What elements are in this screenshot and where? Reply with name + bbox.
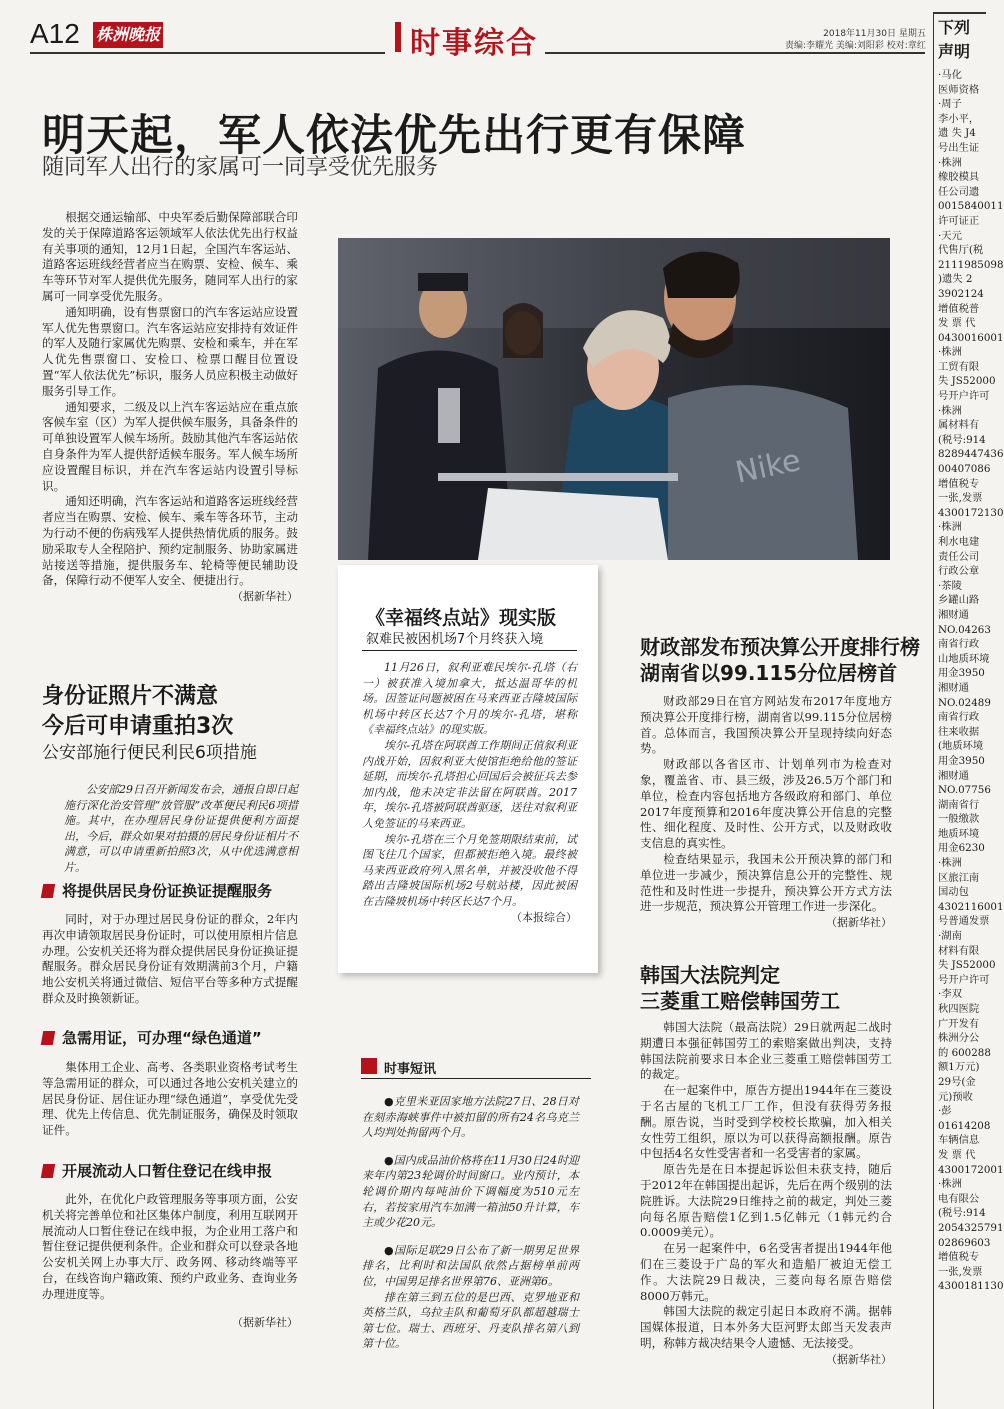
korea-story-body xyxy=(640,1020,892,1368)
page-number: A12 xyxy=(30,18,80,49)
notice-line: 广开发有 xyxy=(938,1017,980,1030)
notice-line: 代售厅(税 xyxy=(938,244,984,257)
paragraph: 埃尔-孔塔在三个月免签期限结束前，试图飞往几个国家，但都被拒绝入境。最终被马来西亚政府列入黑名单，并被没收他不得踏出吉隆坡国际机场2号航站楼，因此被困在吉隆坡机场中转区长达7个月。 xyxy=(362,832,577,908)
notice-line: 用金3950 xyxy=(938,754,985,767)
paragraph: 韩国大法院的裁定引起日本政府不满。据韩国媒体报道，日本外务大臣河野太郎当天发表声明，称韩方裁决结果令人遗憾、无法接受。 xyxy=(640,1304,892,1350)
korea-story-title xyxy=(640,962,840,1014)
notice-line: ·周子 xyxy=(938,98,962,111)
notice-line: ·株洲 xyxy=(938,404,962,417)
notice-line: 4300172001 xyxy=(938,1163,1004,1176)
paragraph: 通知要求，二级及以上汽车客运站应在重点旅客候车室（区）为军人提供候车服务，具备条件的可单独设置军人候车场所。鼓励其他汽车客运站依自身条件为军人提供舒适候车服务。军人候车场所应设置醒目标识，并在汽车客运站内设置引导标识。 xyxy=(42,399,298,493)
news-brief-tag: 时事短讯 xyxy=(384,1062,437,1077)
title-line: 今后可申请重拍3次 xyxy=(42,714,234,739)
notice-line: 材料有限 xyxy=(938,944,980,957)
notice-line: 号开户许可 xyxy=(938,390,990,403)
notice-line: ·马化 xyxy=(938,69,962,81)
notice-line: 8289447436 xyxy=(938,448,1004,461)
notice-line: 医师资格 xyxy=(938,83,980,96)
notice-line: ·茶陵 xyxy=(938,579,962,592)
paragraph: 在一起案件中，原告方提出1944年在三菱设于名古屋的飞机工厂工作，但没有获得劳务报酬。原告说，当时受到学校校长欺骗，加入相关女性劳工组织，原以为可以获得高额报酬。原告中包括4名女性受害者和一名受害者的家属。 xyxy=(640,1083,892,1161)
list-item: ●国内成品油价格将在11月30日24时迎来年内第23轮调价时间窗口。业内预计，本轮调价期内每吨油价下调幅度为510元左右，若按家用汽车加满一箱油50升计算，车主或少花20元。 xyxy=(362,1153,579,1230)
notice-line: 地质环境 xyxy=(938,827,980,840)
paragraph: 11月26日，叙利亚难民埃尔-孔塔（右一）被获准入境加拿大，抵达温哥华的机场。因签证问题被困在马来西亚吉隆坡国际机场中转区长达7个月的埃尔-孔塔，堪称《幸福终点站》的现实版。 xyxy=(362,661,577,737)
notice-line: )遗失 2 xyxy=(938,273,973,286)
notice-line: 的 600288 xyxy=(938,1046,991,1059)
credit: （据新华社） xyxy=(826,916,892,930)
masthead-logo: 株洲晚报 xyxy=(93,22,163,48)
notice-line: 属材料有 xyxy=(938,419,980,432)
notice-line: 号普通发票 xyxy=(938,915,990,928)
paragraph: 根据交通运输部、中央军委后勤保障部联合印发的关于保障道路客运领域军人依法优先出行权益有关事项的通知，12月1日起，全国汽车客运站、道路客运班线经营者应当在购票、安检、候车、乘车等环节对军人提供优先服务，随同军人出行的家属可一同享受优先服务。 xyxy=(42,210,298,303)
notice-line: 发 票 代 xyxy=(938,1148,976,1161)
paragraph: 财政部29日在官方网站发布2017年度地方预决算公开度排行榜，湖南省以99.115分位居榜首。总体而言，我国预决算公开呈现持续向好态势。 xyxy=(640,694,892,756)
notice-line: 失 JS52000 xyxy=(938,959,996,972)
section-title: 时事综合 xyxy=(410,26,538,61)
paragraph: 集体用工企业、高考、各类职业资格考试考生等急需用证的群众，可以通过各地公安机关建立的居民身份证、居住证办理“绿色通道”，享受优先受理、优先上传信息、优先制证服务，确保及时领取证件。 xyxy=(42,1060,298,1138)
notice-line: 湖南省行 xyxy=(938,798,980,811)
notice-line: 许可证正 xyxy=(938,214,980,227)
news-photo xyxy=(338,238,890,560)
credit: （据新华社） xyxy=(232,590,298,604)
id-section-heading-1: 将提供居民身份证换证提醒服务 xyxy=(42,880,272,901)
notice-line: 南省行政 xyxy=(938,711,980,724)
title-line: 身份证照片不满意 xyxy=(42,684,219,709)
paragraph: 通知明确，设有售票窗口的汽车客运站应设置军人优先售票窗口。汽车客运站应安排持有效证件的军人及随行家属优先购票、安检和乘车，并在军人优先售票窗口、安检口、检票口醒目位置设置“军人依法优先”标识，服务人员应积极主动做好服务引导工作。 xyxy=(42,304,298,398)
notice-line: ·株洲 xyxy=(938,857,962,870)
notice-line: 额1万元) xyxy=(938,1061,980,1074)
staff-text: 责编:李耀光 美编:刘阳彩 校对:章红 xyxy=(785,41,926,51)
paragraph: 在另一起案件中，6名受害者提出1944年他们在三菱设于广岛的军火和造船厂被迫无偿工作。大法院29日裁决，三菱向每名原告赔偿8000万韩元。 xyxy=(640,1241,892,1303)
notice-line: 4302116001 xyxy=(938,900,1004,913)
paragraph: 通知还明确，汽车客运站和道路客运班线经营者应当在购票、安检、候车、乘车等各环节，主动为行动不便的伤病残军人提供热情优质的服务。鼓励采取专人全程陪护、预约定制服务、协助家属进站接送等措施，提供服务车、轮椅等便民辅助设备，保障行动不便军人安全、便捷出行。 xyxy=(42,494,298,588)
paragraph: 公安部29日召开新闻发布会，通报自即日起施行深化治安管理“放管服”改革便民利民6项措施。其中，在办理居民身份证提供便利方面提出，今后，群众如果对拍摄的居民身份证相片不满意，可以申请重新拍照3次，从中优选满意相片。 xyxy=(64,783,298,874)
notice-line: ·株洲 xyxy=(938,521,962,534)
id-story-subtitle: 公安部施行便民利民6项措施 xyxy=(42,743,257,763)
finance-story-title xyxy=(640,634,920,686)
title-line: 三菱重工赔偿韩国劳工 xyxy=(640,989,840,1013)
notice-line: NO.07756 xyxy=(938,784,991,797)
notice-line: 2111985098 xyxy=(938,258,1004,271)
notice-line: 号出生证 xyxy=(938,141,980,154)
notice-line: 山地质环境 xyxy=(938,652,990,665)
notice-line: 李小平， xyxy=(938,112,980,125)
notice-line: 区旅江南 xyxy=(938,871,980,884)
main-story-body xyxy=(42,210,298,605)
notice-line: 电有限公 xyxy=(938,1192,980,1205)
notice-line: 增值税普 xyxy=(938,302,980,315)
notice-line: 国动包 xyxy=(938,886,969,899)
notice-line: 用金6230 xyxy=(938,842,985,855)
notice-line: 发 票 代 xyxy=(938,317,976,330)
title-line: 韩国大法院判定 xyxy=(640,963,780,987)
notice-line: 车辆信息 xyxy=(938,1134,980,1147)
photo-story-subtitle: 叙难民被困机场7个月终获入境 xyxy=(366,632,544,647)
notice-line: 01614208 xyxy=(938,1119,991,1132)
notice-line: NO.04263 xyxy=(938,623,991,636)
notice-line: 往来收据 xyxy=(938,725,980,738)
list-item: ●国际足联29日公布了新一期男足世界排名，比利时和法国队依然占据榜单前两位，中国男足排名世界第76、亚洲第6。 xyxy=(362,1243,579,1288)
paragraph: 韩国大法院（最高法院）29日就两起二战时期遭日本强征韩国劳工的索赔案做出判决，支持韩国法院前要求日本企业三菱重工赔偿韩国劳工的裁定。 xyxy=(640,1020,892,1082)
id-section-heading-2: 急需用证，可办理“绿色通道” xyxy=(42,1027,262,1048)
id-section-body-1 xyxy=(42,912,298,1007)
notice-line: 29号(金 xyxy=(938,1075,976,1088)
paragraph: 原告先是在日本提起诉讼但未获支持，随后于2012年在韩国提出起诉，先后在两个级别的法院胜诉。大法院29日维持之前的裁定，判处三菱向每名原告赔偿1亿到1.5亿韩元（1韩元约合0.0009美元）。 xyxy=(640,1162,892,1240)
notice-line: 0015840011 xyxy=(938,200,1004,213)
list-item: ●克里米亚因家地方法院27日、28日对在刻赤海峡事件中被扣留的所有24名乌克兰人均判处拘留两个月。 xyxy=(362,1095,579,1140)
credit: （据新华社） xyxy=(826,1352,892,1366)
notice-line: 责任公司 xyxy=(938,550,980,563)
notices-heading xyxy=(938,16,970,64)
id-section-body-2 xyxy=(42,1060,298,1139)
date-text: 2018年11月30日 星期五 xyxy=(823,29,926,39)
notice-line: 南省行政 xyxy=(938,638,980,651)
notice-line: (地质环境 xyxy=(938,740,984,753)
notice-line: 遗 失 J4 xyxy=(938,127,976,140)
paragraph: 埃尔-孔塔在阿联酋工作期间正值叙利亚内战开始，因叙利亚大使馆拒绝给他的签证延期，而埃尔-孔塔担心回国后会被征兵去参加内战，他未决定非法留在阿联酋。2017年，埃尔-孔塔被阿联酋驱逐，送往对叙利亚人免签证的马来西亚。 xyxy=(362,738,577,830)
notice-line: 乡罐山路 xyxy=(938,594,980,607)
id-section-body-3 xyxy=(42,1192,298,1330)
notice-line: 3902124 xyxy=(938,287,984,300)
paragraph: 财政部以各省区市、计划单列市为检查对象，覆盖省、市、县三级，涉及26.5万个部门和单位，检查内容包括地方各级政府和部门、单位2017年度预算和2016年度决算公开信息的完整性、细化程度、及时性、公开方式，以及财政收支信息的真实性。 xyxy=(640,757,892,851)
notice-line: (税号:914 xyxy=(938,1207,986,1220)
notice-line: NO.02489 xyxy=(938,696,991,709)
photo-story-title: 《幸福终点站》现实版 xyxy=(366,607,557,629)
notice-line: 元)预收 xyxy=(938,1090,973,1103)
notice-line: ·天元 xyxy=(938,229,962,242)
notice-line: 橡胶模具 xyxy=(938,171,980,184)
notice-line: 一般缴款 xyxy=(938,813,980,826)
id-story-lead xyxy=(64,782,298,876)
notice-line: 任公司遗 xyxy=(938,185,980,198)
paragraph: 此外，在优化户政管理服务等事项方面，公安机关将完善单位和社区集体户制度，利用互联网开展流动人口暂住登记在线申报，为企业用工落户和暂住登记提供便利条件。企业和群众可以登录各地公安机关网上办事大厅、政务网、移动终端等平台，在线咨询户籍政策、预约户政业务、查询业务办理进度等。 xyxy=(42,1192,298,1301)
heading-line: 声明 xyxy=(938,42,971,61)
notice-line: 4300181130 xyxy=(938,1280,1004,1293)
dateline xyxy=(785,28,926,52)
id-story-title xyxy=(42,682,233,742)
notice-line: 02869603 xyxy=(938,1236,991,1249)
title-line: 湖南省以99.115分位居榜首 xyxy=(640,661,898,685)
caption-rule xyxy=(362,650,577,651)
notice-line: 一张,发票 xyxy=(938,1265,983,1278)
notice-line: 株洲分公 xyxy=(938,1032,980,1045)
main-subhead: 随同军人出行的家属可一同享受优先服务 xyxy=(42,155,439,180)
paragraph: 同时，对于办理过居民身份证的群众，2年内再次申请领取居民身份证时，可以使用原相片信息办理。公安机关还将为群众提供居民身份证换证提醒服务。群众居民身份证有效期满前3个月，户籍地公安机关将通过微信、短信平台等多种方式提醒群众及时换领新证。 xyxy=(42,912,298,1005)
notice-line: 用金3950 xyxy=(938,667,985,680)
notice-line: 增值税专 xyxy=(938,1251,980,1264)
notice-line: 湘财通 xyxy=(938,769,969,782)
paragraph: 检查结果显示，我国未公开预决算的部门和单位进一步减少，预决算信息公开的完整性、规范性和及时性进一步提升，预决算公开方式方法进一步规范，预决算公开管理工作进一步深化。 xyxy=(640,851,892,914)
notice-line: 0430016001 xyxy=(938,331,1004,344)
notice-line: 00407086 xyxy=(938,463,991,476)
notice-line: 号开户许可 xyxy=(938,973,990,986)
notice-line: 湘财通 xyxy=(938,681,969,694)
news-briefs-list xyxy=(362,1094,579,1352)
header-rule-left xyxy=(30,52,385,54)
notice-line: 利水电建 xyxy=(938,536,980,548)
notice-line: 湘财通 xyxy=(938,608,969,621)
notice-line: 工贸有限 xyxy=(938,360,980,373)
notice-line: ·彭 xyxy=(938,1105,952,1118)
notice-line: ·株洲 xyxy=(938,1178,962,1191)
notice-line: 一张,发票 xyxy=(938,492,983,505)
notice-line: (税号:914 xyxy=(938,433,986,446)
photo-story-body xyxy=(362,660,577,925)
id-section-heading-3: 开展流动人口暂住登记在线申报 xyxy=(42,1160,272,1181)
title-line: 财政部发布预决算公开度排行榜 xyxy=(640,635,920,659)
notice-line: 2054325791 xyxy=(938,1221,1004,1234)
credit: （据新华社） xyxy=(232,1315,298,1329)
svg-text:Nike: Nike xyxy=(732,442,804,491)
notice-line: 行政公章 xyxy=(938,565,980,578)
notice-line: ·湖南 xyxy=(938,930,962,943)
news-brief-marker-icon xyxy=(361,1058,377,1074)
header-rule-right xyxy=(545,52,925,54)
main-headline: 明天起，军人依法优先出行更有保障 xyxy=(42,111,746,161)
notice-line: 4300172130 xyxy=(938,506,1004,519)
notice-line: ·株洲 xyxy=(938,346,962,359)
finance-story-body xyxy=(640,694,892,931)
notice-line: 秋四医院 xyxy=(938,1003,980,1015)
notice-line: 增值税专 xyxy=(938,477,980,490)
section-marker xyxy=(395,22,401,52)
credit: （本报综合） xyxy=(511,910,577,924)
heading-line: 下列 xyxy=(938,18,971,37)
notice-line: ·株洲 xyxy=(938,156,962,169)
list-item: 排在第三到五位的是巴西、克罗地亚和英格兰队，乌拉圭队和葡萄牙队都超越瑞士第七位。瑞士、西班牙、丹麦队排名第八到第十位。 xyxy=(362,1290,579,1351)
notice-line: 失 JS52000 xyxy=(938,375,996,388)
notices-list xyxy=(938,68,1004,1408)
notice-line: ·李双 xyxy=(938,988,962,1001)
